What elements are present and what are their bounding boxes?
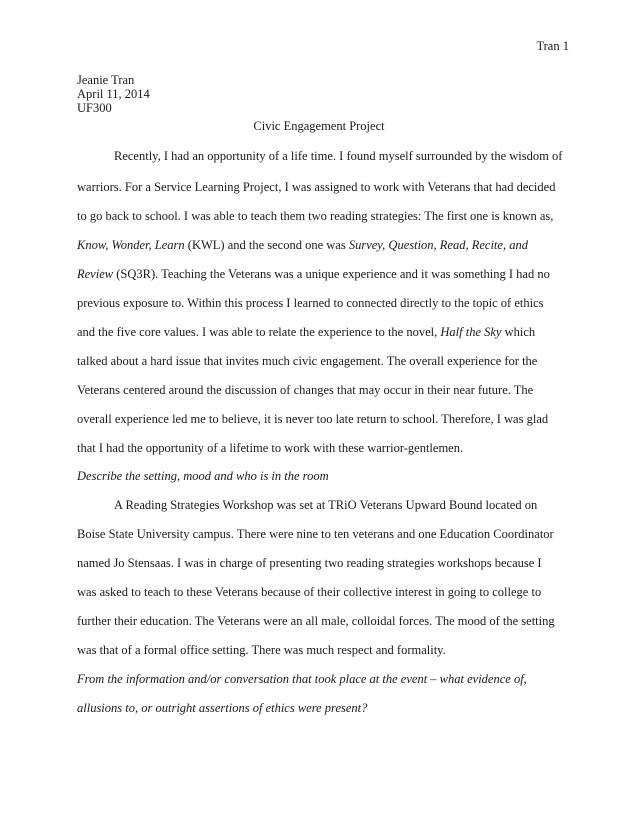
paragraph-line: Boise State University campus. There were nine to ten veterans and one Education Coordinator bbox=[77, 527, 554, 541]
paragraph-line bbox=[77, 324, 535, 340]
section-question-text: Describe the setting, mood and who is in the room bbox=[77, 469, 329, 483]
paragraph-line bbox=[77, 266, 550, 282]
paragraph-line: named Jo Stensaas. I was in charge of presenting two reading strategies workshops because I bbox=[77, 556, 542, 570]
paragraph-line bbox=[77, 237, 528, 253]
author-name: Jeanie Tran bbox=[77, 73, 135, 87]
strategy-name-review: Review bbox=[77, 267, 114, 281]
paragraph-line: previous exposure to. Within this process I learned to connected directly to the topic of ethics bbox=[77, 296, 544, 310]
section-question bbox=[77, 671, 527, 687]
paragraph-text: and the five core values. I was able to relate the experience to the novel, bbox=[77, 325, 441, 339]
paragraph-line: talked about a hard issue that invites much civic engagement. The overall experience for the bbox=[77, 354, 538, 368]
section-question-text: allusions to, or outright assertions of ethics were present? bbox=[77, 701, 368, 715]
section-question bbox=[77, 468, 329, 484]
heading-block bbox=[77, 73, 150, 115]
paragraph-line: was asked to teach to these Veterans because of their collective interest in going to college to bbox=[77, 585, 542, 599]
paragraph-line: further their education. The Veterans were an all male, colloidal forces. The mood of the setting bbox=[77, 614, 555, 628]
novel-title: Half the Sky bbox=[440, 325, 502, 339]
paragraph-line: overall experience led me to believe, it is never too late return to school. Therefore, I was glad bbox=[77, 412, 549, 426]
paragraph-text: (SQ3R). Teaching the Veterans was a unique experience and it was something I had no bbox=[113, 267, 550, 281]
course-code: UF300 bbox=[77, 101, 112, 115]
document-date: April 11, 2014 bbox=[77, 87, 150, 101]
paragraph-line: to go back to school. I was able to teach them two reading strategies: The first one is known as, bbox=[77, 209, 554, 223]
paragraph-line: Recently, I had an opportunity of a life time. I found myself surrounded by the wisdom of bbox=[114, 149, 563, 163]
strategy-name-sq3r: Survey, Question, Read, Recite, and bbox=[348, 238, 528, 252]
paragraph-line: warriors. For a Service Learning Project, I was assigned to work with Veterans that had decided bbox=[77, 180, 556, 194]
section-question bbox=[77, 700, 367, 716]
paragraph-text: (KWL) and the second one was bbox=[184, 238, 349, 252]
paragraph-line: Veterans centered around the discussion of changes that may occur in their near future. The bbox=[77, 383, 534, 397]
document-title: Civic Engagement Project bbox=[253, 119, 385, 133]
paragraph-text: which bbox=[501, 325, 536, 339]
strategy-name-kwl: Know, Wonder, Learn bbox=[77, 238, 185, 252]
section-question-text: From the information and/or conversation that took place at the event – what evidence of, bbox=[77, 672, 527, 686]
paragraph-line: was that of a formal office setting. There was much respect and formality. bbox=[77, 643, 446, 657]
running-head: Tran 1 bbox=[536, 39, 569, 53]
paragraph-line: that I had the opportunity of a lifetime to work with these warrior-gentlemen. bbox=[77, 441, 464, 455]
paragraph-line: A Reading Strategies Workshop was set at TRiO Veterans Upward Bound located on bbox=[114, 498, 538, 512]
